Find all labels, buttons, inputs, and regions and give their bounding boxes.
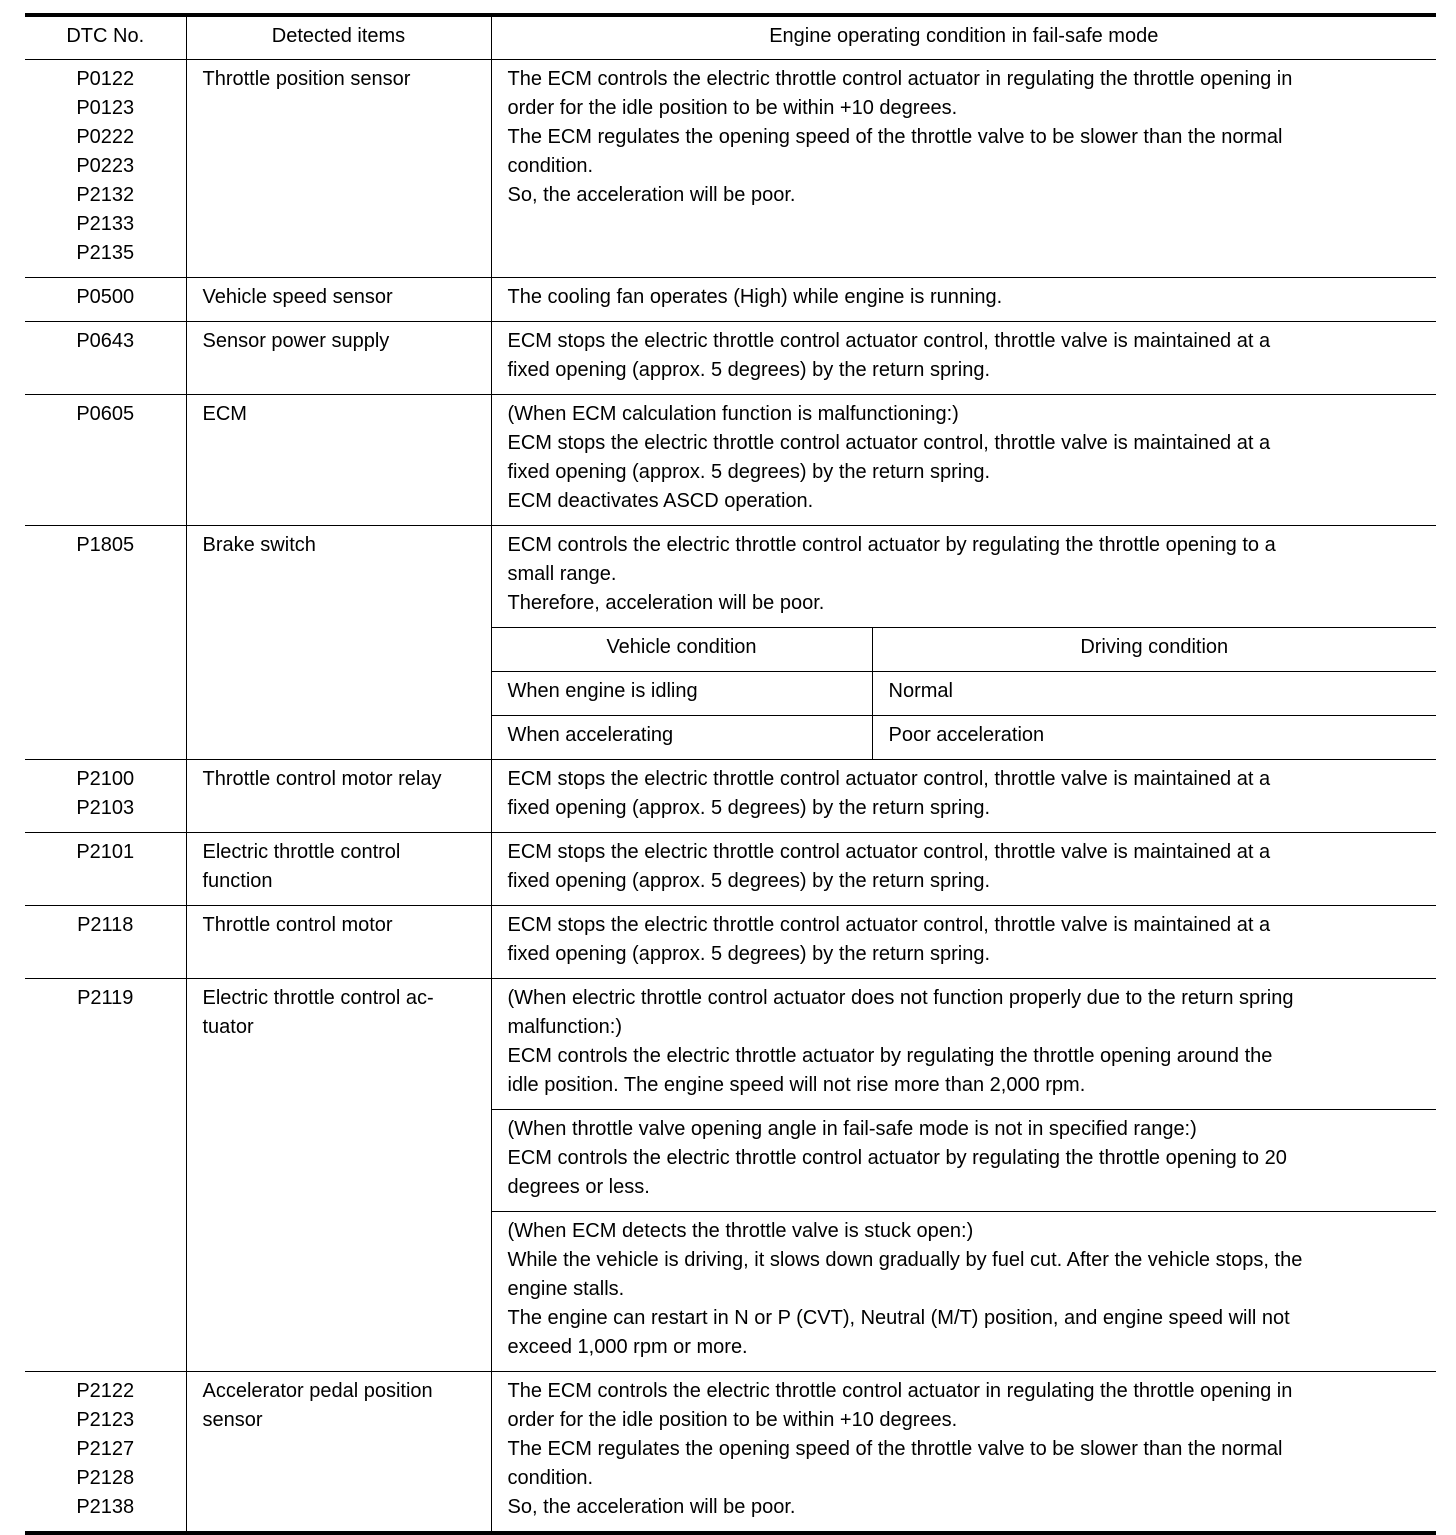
condition-cell bbox=[491, 395, 1436, 526]
header-dtc: DTC No. bbox=[25, 15, 186, 60]
detected-item-text: Electric throttle control bbox=[202, 841, 401, 863]
dtc-cell bbox=[25, 395, 186, 526]
dtc-code: P2118 bbox=[77, 914, 134, 936]
header-condition: Engine operating condition in fail-safe mode bbox=[491, 15, 1436, 60]
detected-item-text: Throttle control motor bbox=[202, 914, 393, 936]
dtc-code: P0223 bbox=[76, 155, 135, 177]
table-row bbox=[25, 979, 1436, 1110]
dtc-code: P2103 bbox=[76, 797, 135, 819]
dtc-cell bbox=[25, 278, 186, 322]
condition-text: condition. bbox=[507, 155, 594, 177]
detected-item-cell bbox=[186, 278, 491, 322]
dtc-code: P2101 bbox=[76, 841, 135, 863]
condition-text: While the vehicle is driving, it slows down gradually by fuel cut. After the vehicle stops, the bbox=[507, 1249, 1303, 1271]
condition-cell bbox=[491, 278, 1436, 322]
condition-cell bbox=[491, 979, 1436, 1110]
dtc-code: P0605 bbox=[76, 403, 135, 425]
dtc-cell bbox=[25, 979, 186, 1372]
condition-text: (When electric throttle control actuator does not function properly due to the return spring bbox=[507, 987, 1294, 1009]
detected-item-cell bbox=[186, 526, 491, 760]
detected-item-text: ECM bbox=[202, 403, 247, 425]
condition-text: The engine can restart in N or P (CVT), Neutral (M/T) position, and engine speed will not bbox=[507, 1307, 1290, 1329]
condition-cell bbox=[491, 1372, 1436, 1534]
condition-text: fixed opening (approx. 5 degrees) by the return spring. bbox=[507, 359, 991, 381]
dtc-code: P2119 bbox=[77, 987, 134, 1009]
dtc-cell bbox=[25, 322, 186, 395]
condition-cell bbox=[491, 833, 1436, 906]
condition-text: small range. bbox=[507, 563, 617, 585]
subtable-cell: Poor acceleration bbox=[872, 716, 1436, 760]
condition-text: So, the acceleration will be poor. bbox=[507, 184, 796, 206]
dtc-cell bbox=[25, 906, 186, 979]
subtable-header: Vehicle condition bbox=[491, 628, 872, 672]
dtc-code: P2132 bbox=[76, 184, 135, 206]
dtc-code: P2100 bbox=[76, 768, 135, 790]
condition-text: (When ECM detects the throttle valve is stuck open:) bbox=[507, 1220, 974, 1242]
condition-text: degrees or less. bbox=[507, 1176, 650, 1198]
condition-text: (When ECM calculation function is malfunctioning:) bbox=[507, 403, 959, 425]
dtc-code: P2127 bbox=[76, 1438, 135, 1460]
dtc-cell bbox=[25, 1372, 186, 1534]
header-row bbox=[25, 15, 1436, 60]
condition-text: ECM stops the electric throttle control actuator control, throttle valve is maintained at a bbox=[507, 330, 1271, 352]
detected-item-cell bbox=[186, 395, 491, 526]
table-row bbox=[25, 760, 1436, 833]
detected-item-text: function bbox=[202, 870, 273, 892]
fail-safe-table bbox=[25, 13, 1436, 1535]
detected-item-cell bbox=[186, 906, 491, 979]
dtc-code: P2135 bbox=[76, 242, 135, 264]
condition-text: order for the idle position to be within +10 degrees. bbox=[507, 1409, 958, 1431]
condition-cell bbox=[491, 60, 1436, 278]
dtc-cell bbox=[25, 760, 186, 833]
detected-item-cell bbox=[186, 1372, 491, 1534]
condition-text: order for the idle position to be within +10 degrees. bbox=[507, 97, 958, 119]
condition-text: (When throttle valve opening angle in fail-safe mode is not in specified range:) bbox=[507, 1118, 1197, 1140]
condition-text: ECM stops the electric throttle control actuator control, throttle valve is maintained at a bbox=[507, 768, 1271, 790]
condition-cell bbox=[491, 906, 1436, 979]
condition-text: ECM controls the electric throttle control actuator by regulating the throttle opening to a bbox=[507, 534, 1276, 556]
table-row bbox=[25, 278, 1436, 322]
condition-text: engine stalls. bbox=[507, 1278, 625, 1300]
detected-item-text: Sensor power supply bbox=[202, 330, 390, 352]
condition-cell bbox=[491, 526, 1436, 628]
condition-text: fixed opening (approx. 5 degrees) by the return spring. bbox=[507, 461, 991, 483]
condition-cell bbox=[491, 322, 1436, 395]
condition-cell bbox=[491, 760, 1436, 833]
dtc-code: P2122 bbox=[76, 1380, 135, 1402]
detected-item-text: Accelerator pedal position bbox=[202, 1380, 433, 1402]
condition-text: fixed opening (approx. 5 degrees) by the return spring. bbox=[507, 870, 991, 892]
condition-text: The cooling fan operates (High) while engine is running. bbox=[507, 286, 1003, 308]
condition-text: The ECM controls the electric throttle control actuator in regulating the throttle opening in bbox=[507, 68, 1293, 90]
condition-text: ECM deactivates ASCD operation. bbox=[507, 490, 814, 512]
condition-text: idle position. The engine speed will not rise more than 2,000 rpm. bbox=[507, 1074, 1086, 1096]
table-row bbox=[25, 60, 1436, 278]
condition-text: So, the acceleration will be poor. bbox=[507, 1496, 796, 1518]
detected-item-cell bbox=[186, 60, 491, 278]
subtable-cell: When accelerating bbox=[491, 716, 872, 760]
detected-item-cell bbox=[186, 833, 491, 906]
detected-item-text: Vehicle speed sensor bbox=[202, 286, 393, 308]
detected-item-text: Throttle position sensor bbox=[202, 68, 411, 90]
dtc-code: P0500 bbox=[76, 286, 135, 308]
dtc-code: P0643 bbox=[76, 330, 135, 352]
dtc-cell bbox=[25, 60, 186, 278]
table-row bbox=[25, 322, 1436, 395]
dtc-code: P0123 bbox=[76, 97, 135, 119]
detected-item-text: tuator bbox=[202, 1016, 254, 1038]
condition-text: malfunction:) bbox=[507, 1016, 622, 1038]
detected-item-cell bbox=[186, 760, 491, 833]
dtc-cell bbox=[25, 526, 186, 760]
table-row bbox=[25, 906, 1436, 979]
table-row bbox=[25, 833, 1436, 906]
table-row bbox=[25, 395, 1436, 526]
condition-text: exceed 1,000 rpm or more. bbox=[507, 1336, 748, 1358]
table-row bbox=[25, 526, 1436, 628]
dtc-code: P2138 bbox=[76, 1496, 135, 1518]
detected-item-cell bbox=[186, 322, 491, 395]
subtable-cell: Normal bbox=[872, 672, 1436, 716]
detected-item-text: Electric throttle control ac- bbox=[202, 987, 434, 1009]
condition-text: condition. bbox=[507, 1467, 594, 1489]
dtc-cell bbox=[25, 833, 186, 906]
subtable-cell: When engine is idling bbox=[491, 672, 872, 716]
dtc-code: P2133 bbox=[76, 213, 135, 235]
condition-text: ECM stops the electric throttle control actuator control, throttle valve is maintained at a bbox=[507, 432, 1271, 454]
dtc-code: P0122 bbox=[76, 68, 135, 90]
condition-text: The ECM regulates the opening speed of the throttle valve to be slower than the normal bbox=[507, 1438, 1283, 1460]
header-detected-items: Detected items bbox=[186, 15, 491, 60]
dtc-code: P2123 bbox=[76, 1409, 135, 1431]
condition-text: fixed opening (approx. 5 degrees) by the return spring. bbox=[507, 943, 991, 965]
dtc-code: P0222 bbox=[76, 126, 135, 148]
detected-item-text: sensor bbox=[202, 1409, 263, 1431]
subtable-header: Driving condition bbox=[872, 628, 1436, 672]
condition-text: ECM controls the electric throttle control actuator by regulating the throttle opening to 20 bbox=[507, 1147, 1287, 1169]
condition-text: The ECM controls the electric throttle control actuator in regulating the throttle opening in bbox=[507, 1380, 1293, 1402]
condition-text: ECM stops the electric throttle control actuator control, throttle valve is maintained at a bbox=[507, 841, 1271, 863]
condition-cell bbox=[491, 1110, 1436, 1212]
condition-text: ECM controls the electric throttle actuator by regulating the throttle opening around the bbox=[507, 1045, 1273, 1067]
dtc-code: P1805 bbox=[76, 534, 135, 556]
detected-item-text: Brake switch bbox=[202, 534, 316, 556]
condition-text: The ECM regulates the opening speed of the throttle valve to be slower than the normal bbox=[507, 126, 1283, 148]
condition-cell bbox=[491, 1212, 1436, 1372]
dtc-code: P2128 bbox=[76, 1467, 135, 1489]
table-row bbox=[25, 1372, 1436, 1534]
condition-text: fixed opening (approx. 5 degrees) by the return spring. bbox=[507, 797, 991, 819]
detected-item-text: Throttle control motor relay bbox=[202, 768, 442, 790]
condition-text: ECM stops the electric throttle control actuator control, throttle valve is maintained at a bbox=[507, 914, 1271, 936]
condition-text: Therefore, acceleration will be poor. bbox=[507, 592, 825, 614]
detected-item-cell bbox=[186, 979, 491, 1372]
